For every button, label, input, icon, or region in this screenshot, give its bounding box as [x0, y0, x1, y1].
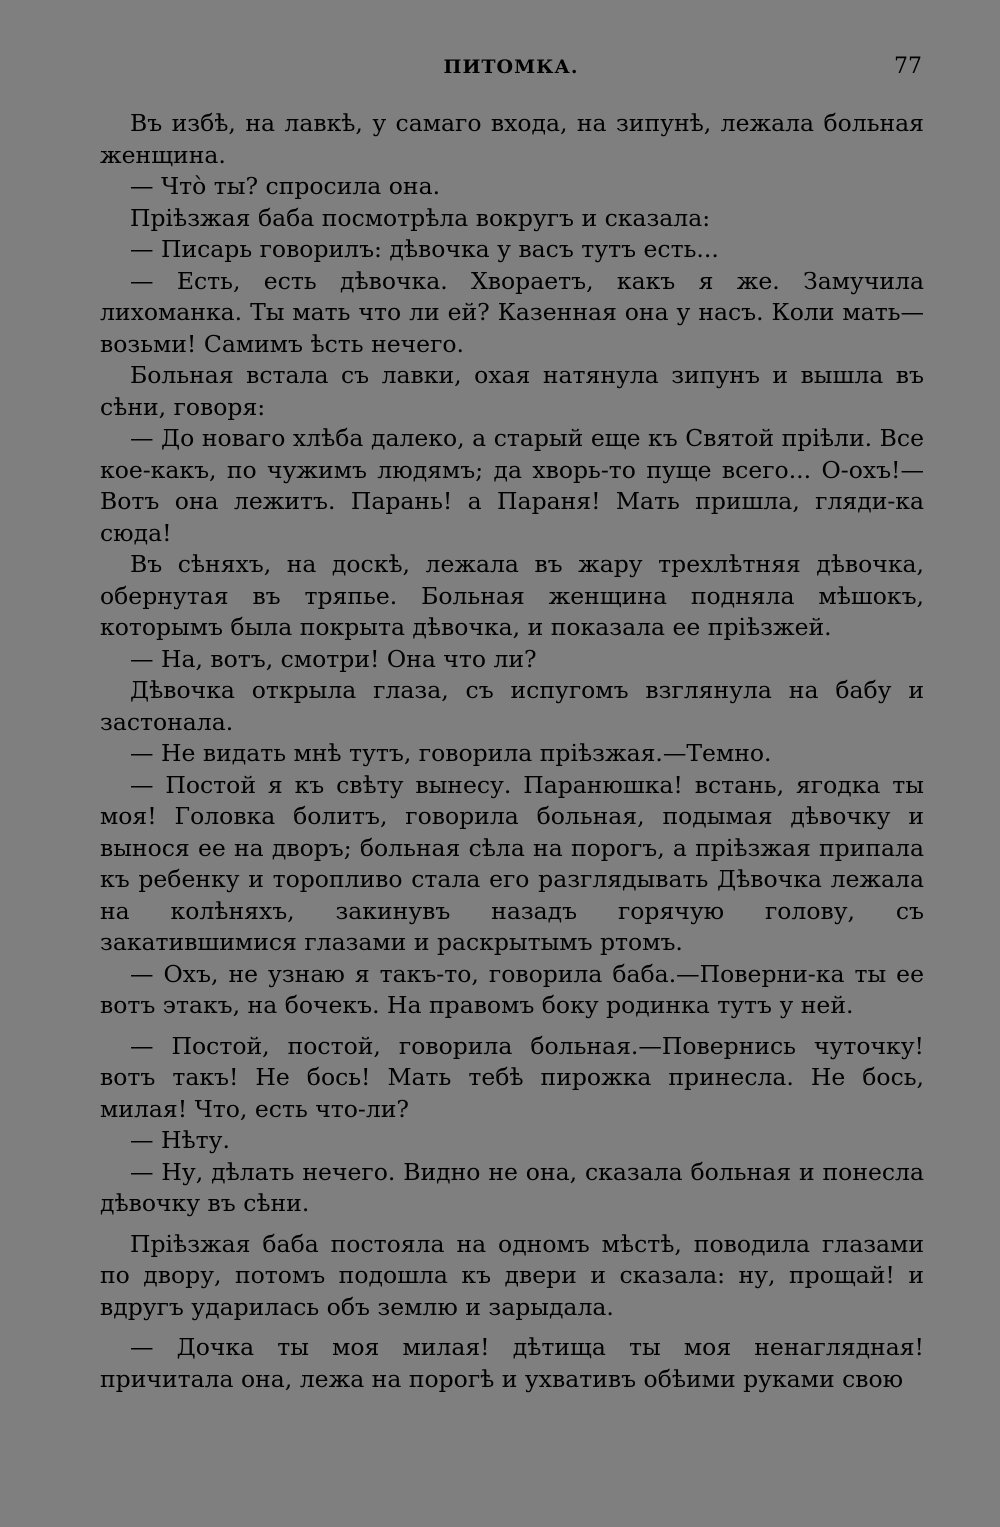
- paragraph: Больная встала съ лавки, охая натянула зипунъ и вышла въ сѣни, говоря:: [100, 361, 924, 421]
- paragraph: Дѣвочка открыла глаза, съ испугомъ взглянула на бабу и застонала.: [100, 676, 924, 736]
- paragraph: Пріѣзжая баба постояла на одномъ мѣстѣ, поводила глазами по двору, потомъ подошла къ двери и сказала: ну, прощай! и вдругъ ударилась объ землю и зарыдала.: [100, 1229, 924, 1321]
- paragraph: — Постой я къ свѣту вынесу. Паранюшка! встань, ягодка ты моя! Головка болитъ, говорила больная, подымая дѣвочку и вынося ее на дворъ; больная сѣла на порогъ, а пріѣзжая припала къ ребенку и торопливо стала его разглядывать Дѣвочка лежала на колѣняхъ, закинувъ назадъ горячую голову, съ закатившимися глазами и раскрытымъ ртомъ.: [100, 770, 924, 956]
- paragraph: — Ну, дѣлать нечего. Видно не она, сказала больная и понесла дѣвочку въ сѣни.: [100, 1157, 924, 1217]
- body-text: [100, 108, 924, 1395]
- paragraph: Въ избѣ, на лавкѣ, у самаго входа, на зипунѣ, лежала больная женщина.: [100, 109, 924, 169]
- paragraph: — На, вотъ, смотри! Она что ли?: [130, 644, 537, 673]
- paragraph: — Охъ, не узнаю я такъ-то, говорила баба.—Поверни-ка ты ее вотъ этакъ, на бочекъ. На правомъ боку родинка тутъ у ней.: [100, 959, 924, 1019]
- page-header: [100, 52, 922, 84]
- paragraph: Пріѣзжая баба посмотрѣла вокругъ и сказала:: [130, 203, 711, 232]
- paragraph: — Чтò ты? спросила она.: [130, 172, 441, 200]
- paragraph: — До новаго хлѣба далеко, а старый еще къ Святой пріѣли. Все кое-какъ, по чужимъ людямъ; да хворь-то пуще всего... О-охъ!—Вотъ она лежитъ. Парань! а Параня! Мать пришла, гляди-ка сюда!: [100, 424, 924, 547]
- paragraph: — Дочка ты моя милая! дѣтища ты моя ненаглядная! причитала она, лежа на порогѣ и ухвативъ обѣими руками свою: [100, 1333, 924, 1393]
- paragraph: Въ сѣняхъ, на доскѣ, лежала въ жару трехлѣтняя дѣвочка, обернутая въ тряпье. Больная женщина подняла мѣшокъ, которымъ была покрыта дѣвочка, и показала ее пріѣзжей.: [100, 550, 924, 641]
- paragraph: — Писарь говорилъ: дѣвочка у васъ тутъ есть...: [130, 235, 719, 263]
- paragraph: — Нѣту.: [130, 1126, 230, 1154]
- page-number: 77: [894, 54, 922, 79]
- paragraph: — Есть, есть дѣвочка. Хвораетъ, какъ я же. Замучила лихоманка. Ты мать что ли ей? Казенная она у насъ. Коли мать—возьми! Самимъ ѣсть нечего.: [100, 266, 924, 358]
- running-title: ПИТОМКА.: [443, 56, 579, 78]
- paragraph: — Не видать мнѣ тутъ, говорила пріѣзжая.—Темно.: [130, 739, 772, 767]
- paragraph: — Постой, постой, говорила больная.—Повернись чуточку! вотъ такъ! Не бось! Мать тебѣ пирожка принесла. Не бось, милая! Что, есть что-ли?: [100, 1031, 924, 1123]
